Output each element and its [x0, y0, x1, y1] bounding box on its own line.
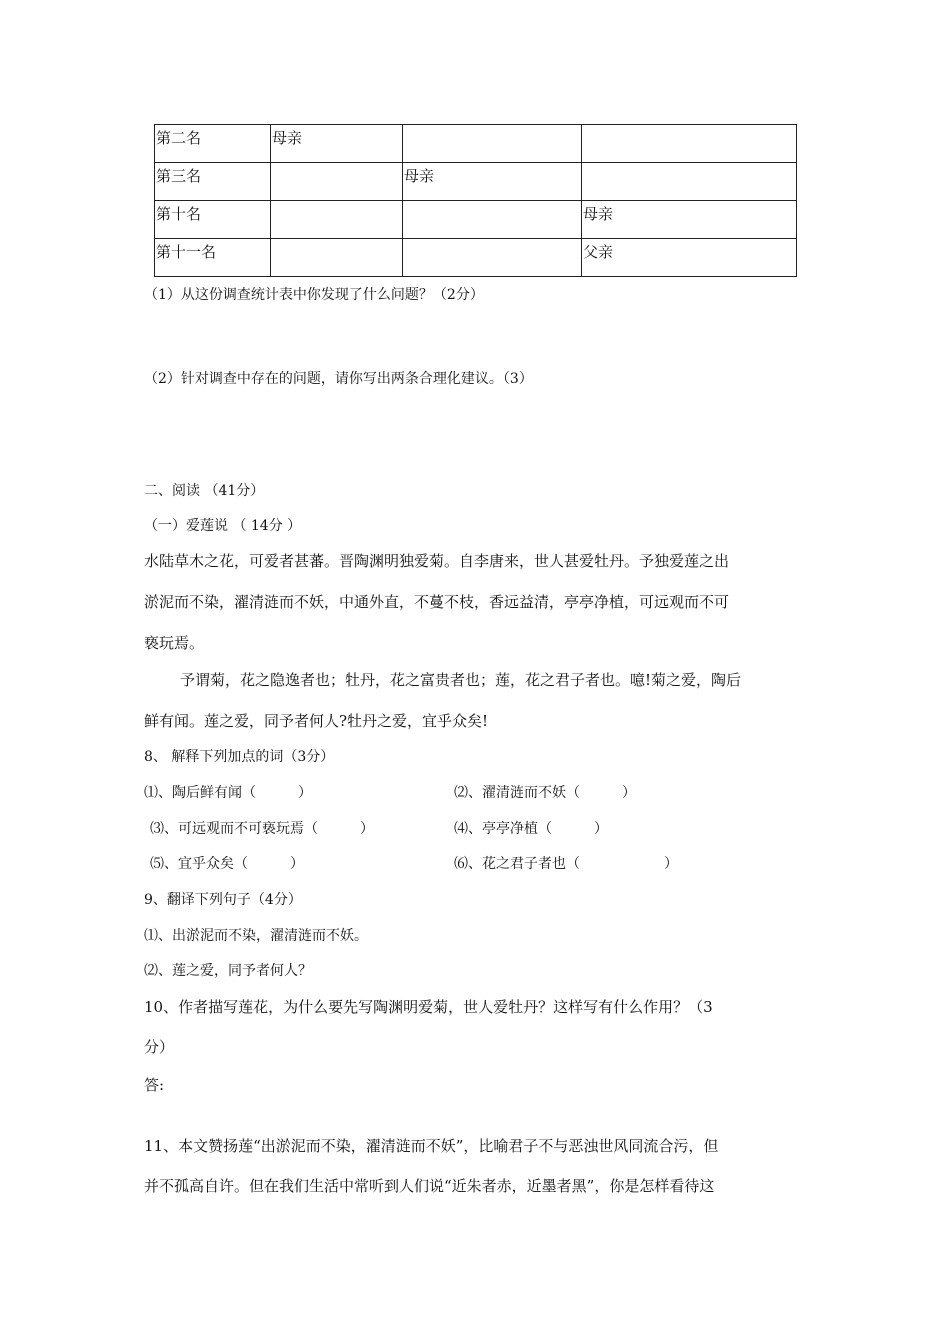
survey-table — [154, 124, 797, 277]
table-cell: 第三名 — [155, 163, 271, 201]
passage-line: 亵玩焉。 — [144, 634, 205, 652]
table-cell — [403, 239, 582, 277]
passage-line: 淤泥而不染，濯清涟而不妖，中通外直，不蔓不枝，香远益清，亭亭净植，可远观而不可 — [144, 593, 730, 611]
table-cell — [271, 201, 403, 239]
table-question-1: （1）从这份调查统计表中你发现了什么问题？（2分） — [144, 287, 484, 303]
passage-line: 予谓菊，花之隐逸者也；牡丹，花之富贵者也；莲，花之君子者也。噫!菊之爱，陶后 — [180, 671, 742, 689]
question-11: 11、本文赞扬莲“出淤泥而不染，濯清涟而不妖”，比喻君子不与恶浊世风同流合污，但 — [144, 1137, 719, 1155]
table-cell: 母亲 — [403, 163, 582, 201]
question-9-item: ⑴、出淤泥而不染，濯清涟而不妖。 — [144, 928, 368, 944]
question-9-item: ⑵、莲之爱，同予者何人？ — [144, 963, 312, 979]
table-cell: 第十名 — [155, 201, 271, 239]
question-8-item: ⑵、濯清涟而不妖（ ） — [454, 785, 636, 801]
table-cell: 母亲 — [271, 125, 403, 163]
passage-title: （一）爱莲说 （ 14分 ） — [144, 518, 302, 534]
table-cell: 父亲 — [582, 239, 797, 277]
table-cell: 母亲 — [582, 201, 797, 239]
question-8-title: 8、 解释下列加点的词（3分） — [144, 749, 335, 765]
table-cell — [403, 201, 582, 239]
question-8-item: ⑸、宜乎众矣（ ） — [150, 856, 304, 872]
question-8-item: ⑹、花之君子者也（ ） — [454, 856, 678, 872]
table-row — [155, 125, 797, 163]
table-row — [155, 201, 797, 239]
table-row — [155, 239, 797, 277]
table-cell — [582, 125, 797, 163]
table-cell: 第十一名 — [155, 239, 271, 277]
table-row — [155, 163, 797, 201]
question-10: 分） — [144, 1038, 175, 1056]
table-question-2: （2）针对调查中存在的问题，请你写出两条合理化建议。（3） — [144, 371, 533, 387]
passage-line: 水陆草木之花，可爱者甚蕃。晋陶渊明独爱菊。自李唐来，世人甚爱牡丹。予独爱莲之出 — [144, 552, 730, 570]
question-8-item: ⑴、陶后鲜有闻（ ） — [144, 785, 312, 801]
table-cell: 第二名 — [155, 125, 271, 163]
question-10: 10、作者描写莲花，为什么要先写陶渊明爱菊，世人爱牡丹？这样写有什么作用？（3 — [144, 998, 713, 1016]
question-8-item: ⑶、可远观而不可亵玩焉（ ） — [150, 821, 374, 837]
table-cell — [271, 239, 403, 277]
table-cell — [582, 163, 797, 201]
section-title: 二、阅读 （41分） — [144, 483, 265, 499]
question-10-answer: 答: — [144, 1076, 165, 1094]
question-11: 并不孤高自许。但在我们生活中常听到人们说“近朱者赤，近墨者黑”，你是怎样看待这 — [144, 1177, 715, 1195]
question-9-title: 9、翻译下列句子（4分） — [144, 892, 302, 908]
passage-line: 鲜有闻。莲之爱，同予者何人?牡丹之爱，宜乎众矣! — [144, 712, 489, 730]
table-cell — [271, 163, 403, 201]
question-8-item: ⑷、亭亭净植（ ） — [454, 821, 608, 837]
table-cell — [403, 125, 582, 163]
